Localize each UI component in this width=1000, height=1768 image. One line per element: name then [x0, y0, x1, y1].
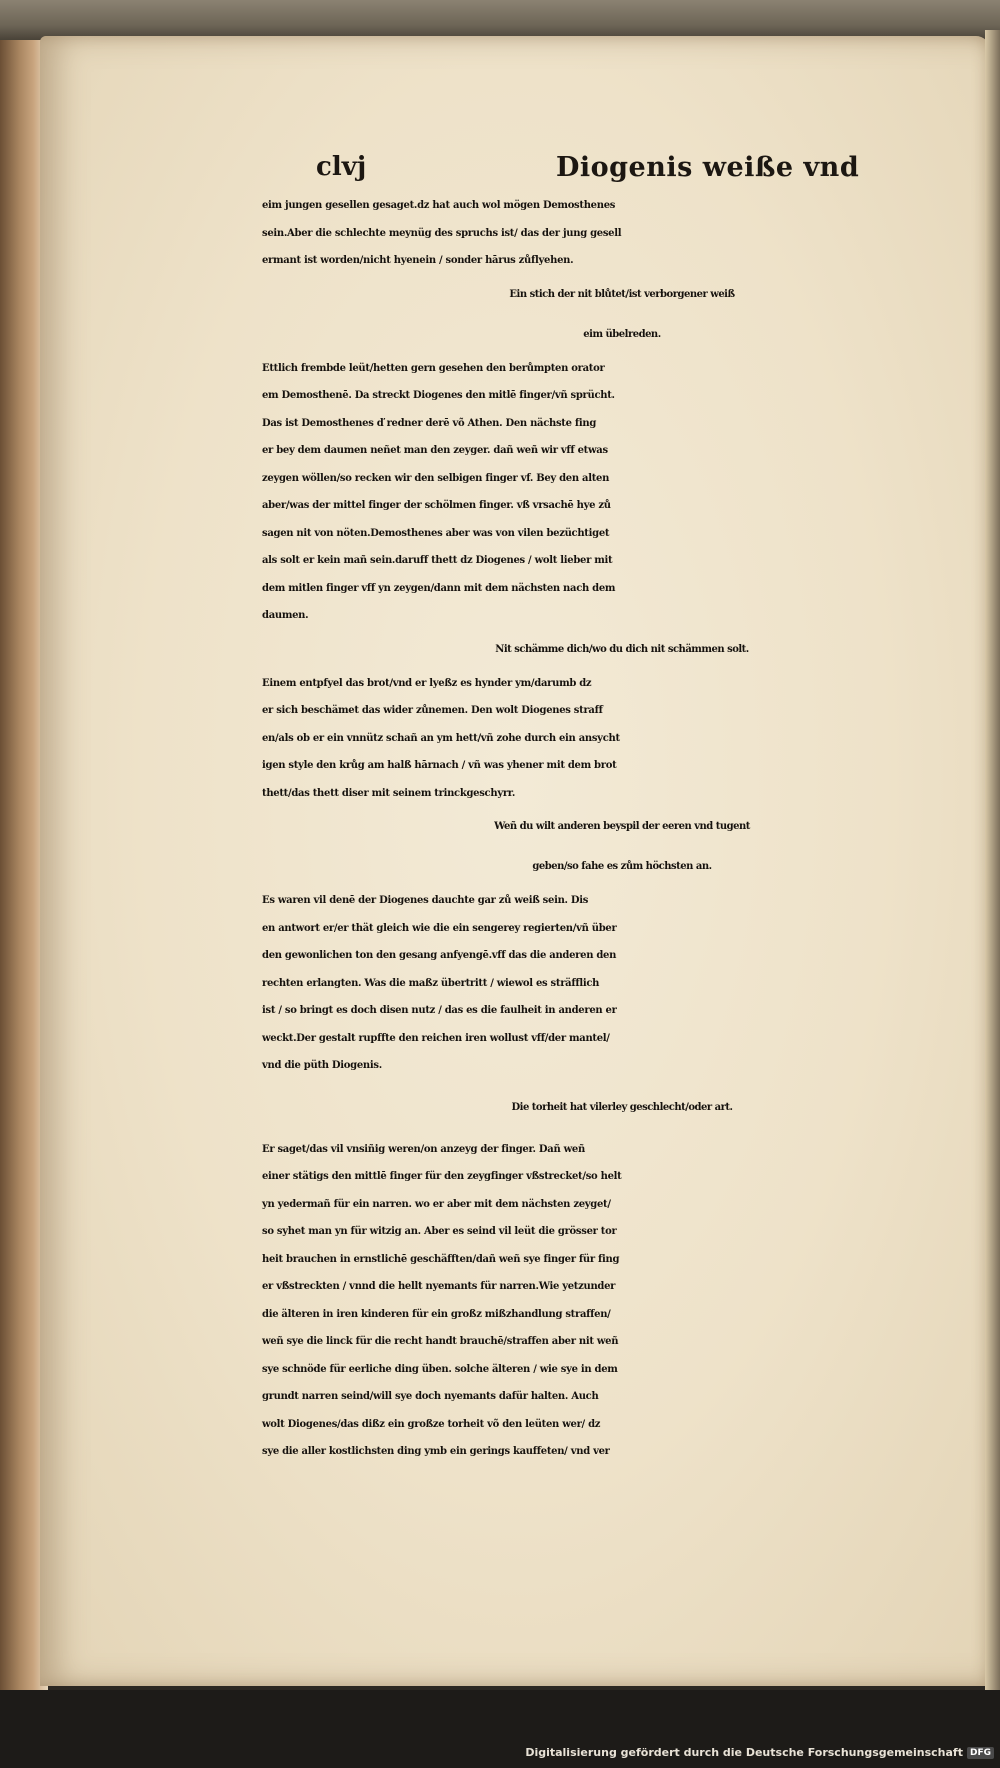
text-line: grundt narren seind/will sye doch nyemants dafür halten. Auch	[262, 1391, 599, 1402]
dfg-logo: DFG	[967, 1747, 994, 1759]
text-line: daumen.	[262, 610, 309, 621]
text-line: Einem entpfyel das brot/vnd er lyeßz es hynder ym/darumb dz	[262, 677, 592, 689]
text-line: aber/was der mittel finger der schölmen finger. vß vrsachē hye zů	[262, 500, 611, 511]
text-line: Das ist Demosthenes ď redner derē võ Athen. Den nächste fing	[262, 417, 597, 429]
text-line: sein.Aber die schlechte meynüg des spruchs ist/ das der jung gesell	[262, 227, 622, 239]
section-heading: eim übelreden.	[583, 328, 661, 340]
text-line: sye die aller kostlichsten ding ymb ein gerings kauffeten/ vnd ver	[262, 1446, 610, 1457]
text-line: weñ sye die linck für die recht handt brauchē/straffen aber nit weñ	[262, 1336, 619, 1347]
section-heading: Nit schämme dich/wo du dich nit schämmen solt.	[495, 643, 749, 655]
credit-text: Digitalisierung gefördert durch die Deutsche Forschungsgemeinschaft	[525, 1746, 963, 1759]
text-line: ermant ist worden/nicht hyenein / sonder hārus zůflyehen.	[262, 255, 574, 266]
section-heading: Weñ du wilt anderen beyspil der eeren vnd tugent	[494, 821, 750, 832]
digitization-credit	[525, 1746, 994, 1759]
text-line: als solt er kein mañ sein.daruff thett dz Diogenes / wolt lieber mit	[262, 555, 613, 566]
text-line: igen style den krůg am halß hārnach / vñ was yhener mit dem brot	[262, 760, 617, 771]
text-line: thett/das thett diser mit seinem trinckgeschyrr.	[262, 787, 516, 799]
text-line: en/als ob er ein vnnütz schañ an ym hett/vñ zohe durch ein ansycht	[262, 732, 620, 744]
text-line: er bey dem daumen neñet man den zeyger. dañ weñ wir vff etwas	[262, 445, 608, 456]
text-line: wolt Diogenes/das dißz ein großze torheit võ den leüten wer/ dz	[262, 1418, 601, 1430]
text-line: die älteren in iren kinderen für ein großz mißzhandlung straffen/	[262, 1308, 611, 1320]
text-line: eim jungen gesellen gesaget.dz hat auch wol mögen Demosthenes	[262, 200, 616, 211]
text-line: Es waren vil denē der Diogenes dauchte gar zů weiß sein. Dis	[262, 895, 589, 906]
text-line: vnd die püth Diogenis.	[262, 1060, 382, 1071]
page-edge	[985, 30, 1000, 1690]
text-line: Ettlich frembde leüt/hetten gern gesehen den berůmpten orator	[262, 362, 605, 374]
page-header	[300, 152, 900, 192]
text-line: yn yedermañ für ein narren. wo er aber mit dem nächsten zeyget/	[262, 1198, 611, 1210]
text-line: zeygen wöllen/so recken wir den selbigen finger vf. Bey den alten	[262, 472, 610, 484]
text-line: dem mitlen finger vff yn zeygen/dann mit dem nächsten nach dem	[262, 582, 616, 594]
text-line: heit brauchen in ernstlichē geschäfften/dañ weñ sye finger für fing	[262, 1253, 620, 1265]
running-title: Diogenis weiße vnd	[556, 152, 860, 183]
text-line: so syhet man yn für witzig an. Aber es seind vil leüt die grösser tor	[262, 1226, 617, 1237]
section-heading: geben/so fahe es zům höchsten an.	[532, 861, 712, 872]
text-line: den gewonlichen ton den gesang anfyengē.vff das die anderen den	[262, 950, 617, 961]
text-block	[262, 192, 982, 1466]
text-line: weckt.Der gestalt rupffte den reichen iren wollust vff/der mantel/	[262, 1032, 610, 1044]
section-heading: Ein stich der nit blůtet/ist verborgener weiß	[509, 288, 735, 300]
section-heading: Die torheit hat vilerley geschlecht/oder art.	[511, 1101, 733, 1113]
text-line: Er saget/das vil vnsiñig weren/on anzeyg der finger. Dañ weñ	[262, 1143, 585, 1155]
text-line: em Demosthenē. Da streckt Diogenes den mitlē finger/vñ sprücht.	[262, 390, 615, 401]
text-line: sagen nit von nöten.Demosthenes aber was von vilen bezüchtiget	[262, 527, 610, 539]
text-line: ist / so bringt es doch disen nutz / das es die faulheit in anderen er	[262, 1005, 617, 1016]
text-line: einer stätigs den mittlē finger für den zeygfinger vßstrecket/so helt	[262, 1171, 622, 1182]
text-line: sye schnöde für eerliche ding üben. solche älteren / wie sye in dem	[262, 1363, 618, 1375]
folio-number: clvj	[316, 152, 367, 182]
text-line: er sich beschämet das wider zůnemen. Den wolt Diogenes straff	[262, 705, 603, 716]
text-line: rechten erlangten. Was die maßz übertritt / wiewol es sträfflich	[262, 977, 600, 989]
text-line: er vßstreckten / vnnd die hellt nyemants für narren.Wie yetzunder	[262, 1281, 616, 1292]
text-line: en antwort er/er thät gleich wie die ein sengerey regierten/vñ über	[262, 922, 617, 934]
